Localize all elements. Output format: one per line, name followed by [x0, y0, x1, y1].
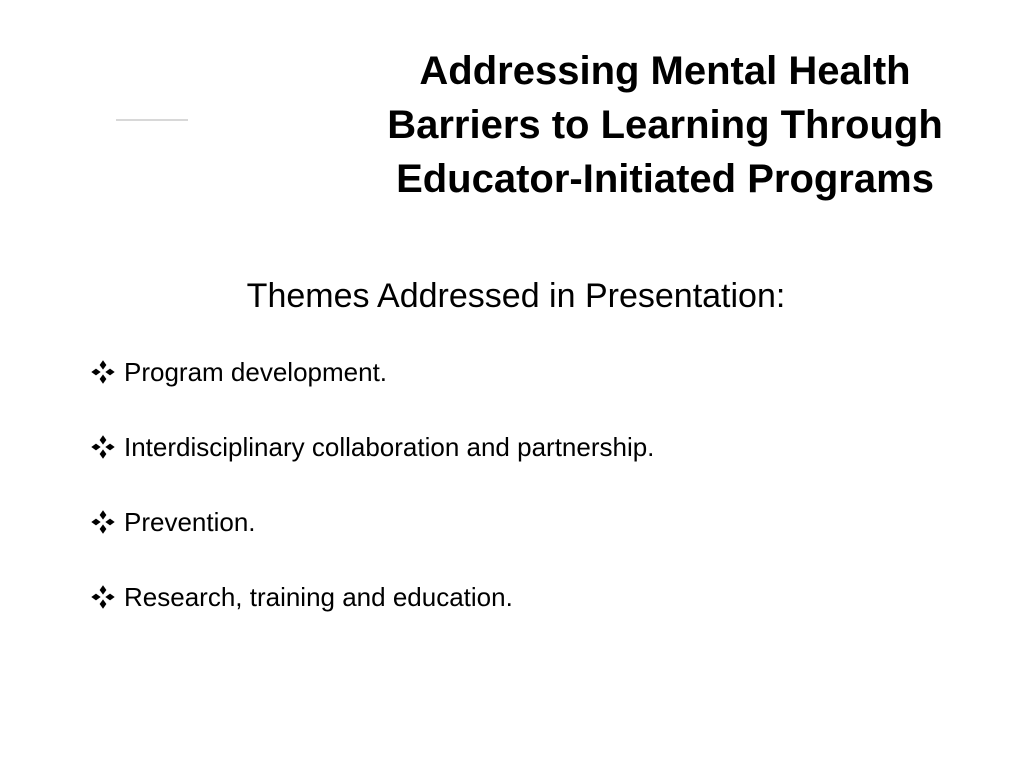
bullet-text: Program development.	[124, 356, 388, 387]
faint-line-mark	[116, 119, 188, 121]
diamond-bullet-icon	[90, 584, 116, 610]
list-item	[90, 354, 654, 390]
slide-title	[345, 44, 985, 206]
list-item	[90, 579, 654, 615]
diamond-bullet-icon	[90, 434, 116, 460]
bullet-text: Research, training and education.	[124, 581, 513, 612]
diamond-bullet-icon	[90, 509, 116, 535]
bullet-text: Interdisciplinary collaboration and partnership.	[124, 431, 655, 462]
title-line: Educator-Initiated Programs	[396, 157, 934, 201]
bullet-text: Prevention.	[124, 506, 256, 537]
list-item	[90, 504, 654, 540]
slide-subtitle: Themes Addressed in Presentation:	[246, 277, 786, 315]
title-line: Barriers to Learning Through	[387, 103, 943, 147]
diamond-bullet-icon	[90, 359, 116, 385]
title-line: Addressing Mental Health	[419, 49, 911, 93]
bullet-list	[90, 354, 654, 654]
list-item	[90, 429, 654, 465]
